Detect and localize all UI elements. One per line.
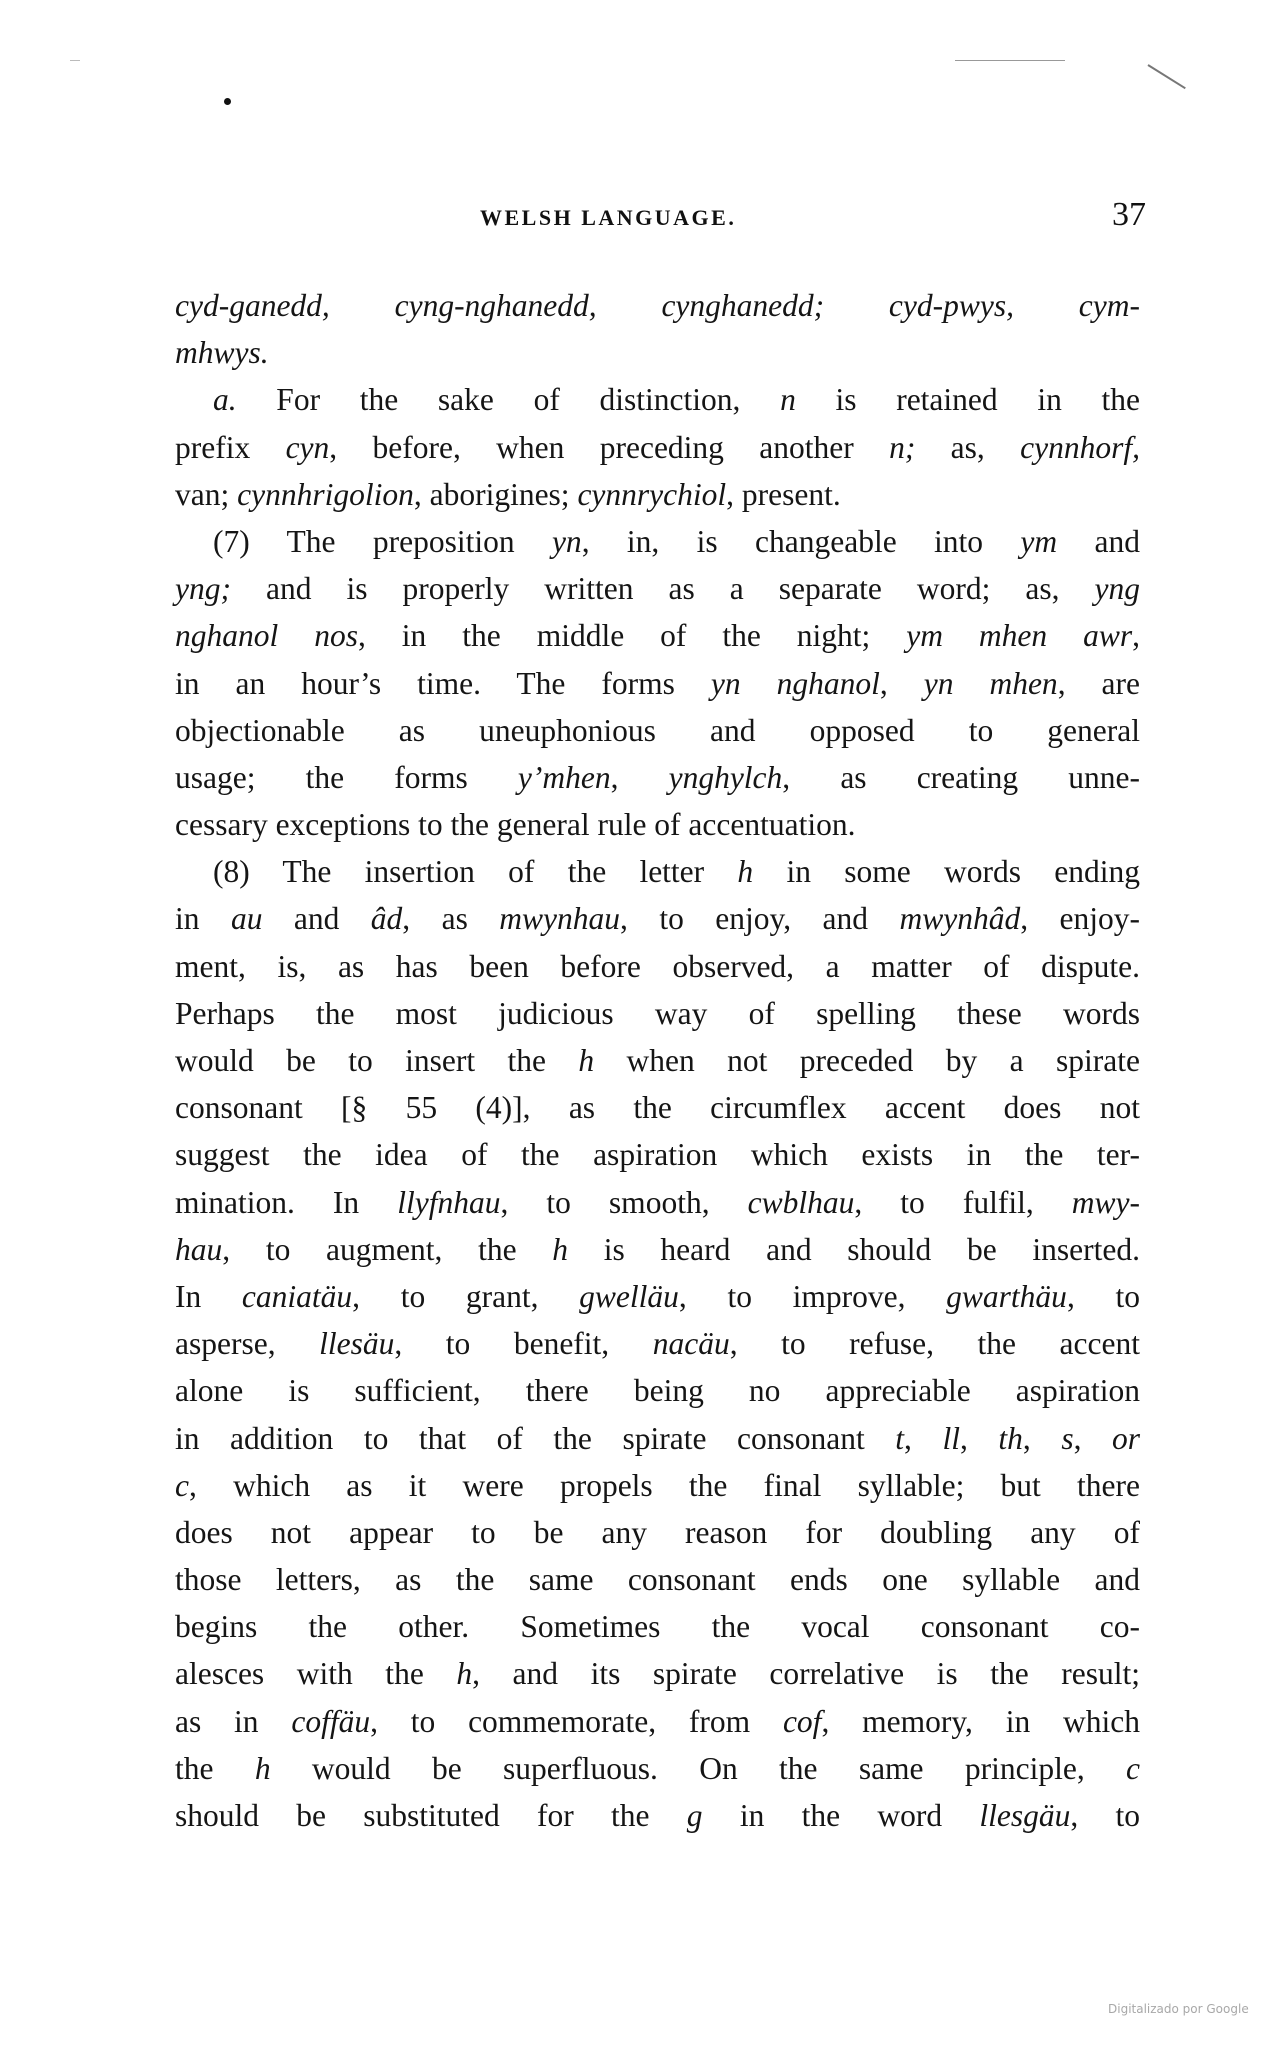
italic-term: cof (782, 1703, 822, 1739)
text-line (175, 282, 1140, 329)
text-line (175, 1415, 1140, 1462)
text-line (175, 471, 1140, 518)
text-line (175, 1509, 1140, 1556)
italic-term: yn mhen (923, 665, 1058, 701)
italic-term: h (552, 1231, 569, 1267)
running-header-title: WELSH LANGUAGE. (480, 205, 737, 230)
italic-term: llyfnhau (397, 1184, 501, 1220)
text-run: , in the middle of the night; (357, 618, 907, 654)
italic-term: h (456, 1656, 473, 1692)
text-run: objectionable as uneuphonious and opposed to general (175, 712, 1140, 748)
text-line (175, 1462, 1140, 1509)
text-run: in addition to that of the spirate consonant (175, 1420, 896, 1456)
text-run: , to commemorate, from (370, 1703, 783, 1739)
text-run: in the word (702, 1798, 980, 1833)
italic-term: h (578, 1043, 595, 1078)
text-line (175, 660, 1140, 707)
text-line (175, 612, 1140, 659)
text-line (175, 848, 1140, 895)
text-run: , in, is changeable into (581, 523, 1021, 559)
italic-term: a. (213, 382, 237, 418)
text-run: mination. In (175, 1184, 398, 1220)
page-number: 37 (1112, 196, 1146, 233)
text-line (175, 376, 1140, 423)
text-run: For the sake of distinction, (236, 382, 781, 418)
italic-term: gwelläu (579, 1278, 679, 1314)
italic-term: ynghylch (668, 759, 783, 795)
text-run: , as creating unne- (782, 759, 1140, 795)
text-line (175, 565, 1140, 612)
text-line (175, 1320, 1140, 1367)
text-run: and (262, 901, 371, 937)
text-run: , to (1066, 1278, 1140, 1314)
text-run: , to grant, (352, 1278, 580, 1314)
text-run: , to improve, (678, 1278, 947, 1314)
text-run: , present. (726, 476, 841, 512)
text-run: as, (915, 429, 1021, 465)
text-line (175, 1367, 1140, 1414)
text-run: is heard and should be inserted. (568, 1231, 1140, 1267)
text-run: as in (175, 1703, 292, 1739)
text-run: , which as it were propels the final syllable; but there (188, 1467, 1140, 1503)
text-line (175, 1226, 1140, 1273)
text-line (175, 1698, 1140, 1745)
italic-term: cynnrychiol (577, 476, 727, 512)
text-line (175, 895, 1140, 942)
text-run: in some words ending (753, 854, 1140, 890)
text-run: and is properly written as a separate word; as, (230, 571, 1095, 607)
text-line (175, 1745, 1140, 1792)
text-run: , to fulfil, (854, 1184, 1072, 1220)
italic-term: or (1112, 1420, 1141, 1456)
italic-term: âd (370, 901, 403, 937)
text-run: is retained in the (795, 382, 1141, 418)
italic-term: h (254, 1750, 271, 1786)
scan-mark (70, 60, 80, 61)
italic-term: mhwys. (175, 335, 269, 371)
text-run: , (610, 759, 669, 795)
text-run: in (175, 901, 231, 937)
text-run: , (1022, 1420, 1062, 1456)
scan-mark (955, 60, 1065, 61)
text-line (175, 754, 1140, 801)
text-run: those letters, as the same consonant ends one syllable and (175, 1562, 1140, 1598)
text-run: , as (402, 901, 500, 937)
text-line (175, 329, 1140, 376)
text-run: , (879, 665, 924, 701)
text-line (175, 518, 1140, 565)
italic-term: caniatäu (241, 1278, 353, 1314)
text-run: and (1057, 523, 1140, 559)
italic-term: h (737, 854, 754, 890)
text-run: , to augment, the (222, 1231, 553, 1267)
text-run: , enjoy- (1020, 901, 1140, 937)
italic-term: cyn (285, 429, 330, 465)
text-run: cessary exceptions to the general rule of accentuation. (175, 807, 856, 843)
italic-term: yng; (175, 571, 231, 607)
italic-term: yn (551, 523, 582, 559)
italic-term: g (686, 1798, 703, 1833)
scan-mark (1147, 64, 1185, 89)
text-run: van; (175, 476, 238, 512)
text-run: , to (1070, 1798, 1140, 1833)
italic-term: mwynhâd (899, 901, 1021, 937)
text-line (175, 1556, 1140, 1603)
italic-term: yn nghanol (710, 665, 880, 701)
digitization-watermark: Digitalizado por Google (1108, 2002, 1249, 2016)
text-run: , before, when preceding another (329, 429, 890, 465)
text-run: usage; the forms (175, 759, 518, 795)
text-run: , (1132, 618, 1140, 654)
text-line (175, 1037, 1140, 1084)
italic-term: c (175, 1467, 189, 1503)
italic-term: ll (942, 1420, 960, 1456)
italic-term: t (895, 1420, 905, 1456)
italic-term: mwy- (1071, 1184, 1140, 1220)
italic-term: th (998, 1420, 1023, 1456)
text-line (175, 943, 1140, 990)
text-run: should be substituted for the (175, 1798, 687, 1833)
italic-term: llesgäu (979, 1798, 1071, 1833)
text-line (175, 707, 1140, 754)
italic-term: llesäu (319, 1326, 395, 1362)
text-run: , memory, in which (821, 1703, 1140, 1739)
text-run: , to benefit, (394, 1326, 653, 1362)
italic-term: nghanol nos (175, 618, 358, 654)
text-run: the (175, 1750, 255, 1786)
text-run: alone is sufficient, there being no appreciable aspiration (175, 1373, 1140, 1409)
text-run: , are (1057, 665, 1141, 701)
italic-term: n; (889, 429, 916, 465)
text-run: , aborigines; (413, 476, 578, 512)
text-run: , (904, 1420, 943, 1456)
text-run: in an hour’s time. The forms (175, 665, 711, 701)
text-run: prefix (175, 429, 286, 465)
italic-term: coffäu (291, 1703, 371, 1739)
italic-term: cynnhrigolion (237, 476, 414, 512)
italic-term: cynnhorf, (1020, 429, 1140, 465)
text-run: Perhaps the most judicious way of spelling these words (175, 995, 1140, 1031)
italic-term: y’mhen (517, 759, 611, 795)
italic-term: au (230, 901, 263, 937)
text-run: would be superfluous. On the same principle, (270, 1750, 1127, 1786)
italic-term: cyd-ganedd, cyng-nghanedd, cynghanedd; cyd-pwys, cym- (175, 288, 1140, 323)
text-run: , to smooth, (500, 1184, 748, 1220)
text-line (175, 801, 1140, 848)
text-run: asperse, (175, 1326, 320, 1362)
italic-term: nacäu (652, 1326, 730, 1362)
text-line (175, 990, 1140, 1037)
text-line (175, 1179, 1140, 1226)
text-run: alesces with the (175, 1656, 457, 1692)
text-line (175, 1650, 1140, 1697)
italic-term: mwynhau (499, 901, 621, 937)
text-run: suggest the idea of the aspiration which exists in the ter- (175, 1137, 1140, 1173)
text-run: , and its spirate correlative is the result; (472, 1656, 1140, 1692)
italic-term: ym mhen awr (906, 618, 1133, 654)
body-text (175, 282, 1140, 1839)
italic-term: gwarthäu (946, 1278, 1067, 1314)
text-line (175, 1131, 1140, 1178)
text-run: , (959, 1420, 999, 1456)
text-run: when not preceded by a spirate (594, 1043, 1140, 1078)
text-line (175, 1084, 1140, 1131)
text-run: would be to insert the (175, 1043, 579, 1078)
text-run: consonant [§ 55 (4)], as the circumflex accent does not (175, 1090, 1140, 1126)
italic-term: yng (1094, 571, 1140, 607)
ink-speck (224, 98, 231, 105)
italic-term: s (1061, 1420, 1074, 1456)
italic-term: hau (175, 1231, 223, 1267)
text-run: ment, is, as has been before observed, a matter of dispute. (175, 948, 1140, 984)
text-line (175, 1273, 1140, 1320)
text-run: does not appear to be any reason for doubling any of (175, 1514, 1140, 1550)
text-run: (8) The insertion of the letter (213, 854, 738, 890)
text-line (175, 424, 1140, 471)
text-run: , to enjoy, and (620, 901, 900, 937)
italic-term: ym (1020, 523, 1058, 559)
text-run: , (1073, 1420, 1112, 1456)
italic-term: n (780, 382, 796, 418)
italic-term: c (1126, 1750, 1141, 1786)
text-run: , to refuse, the accent (729, 1326, 1140, 1362)
text-line (175, 1792, 1140, 1839)
italic-term: cwblhau (747, 1184, 855, 1220)
text-run: begins the other. Sometimes the vocal consonant co- (175, 1609, 1140, 1645)
text-run: In (175, 1278, 242, 1314)
text-run: (7) The preposition (213, 523, 552, 559)
text-line (175, 1603, 1140, 1650)
